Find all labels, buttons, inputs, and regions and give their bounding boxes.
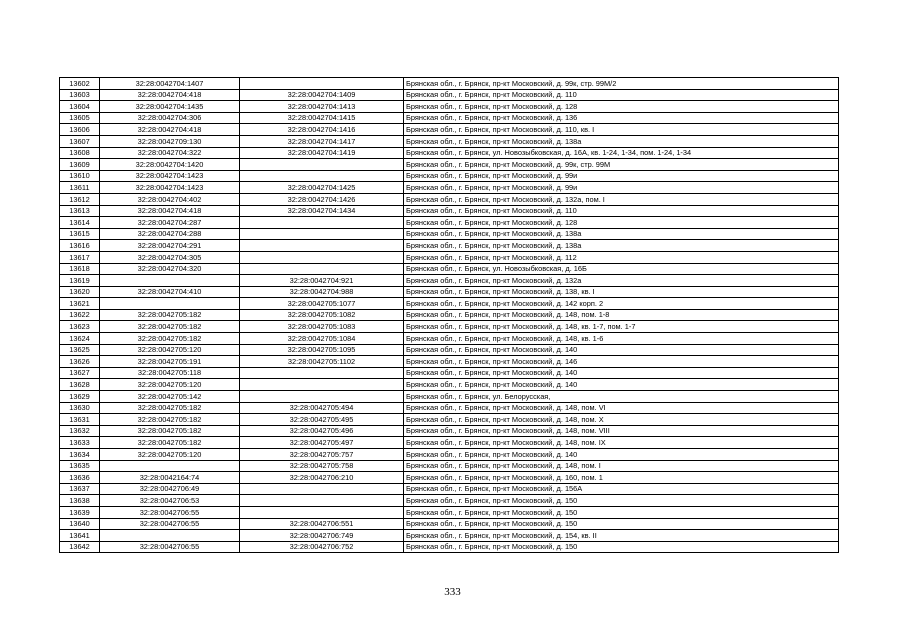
table-row <box>60 379 839 391</box>
table-row <box>60 483 839 495</box>
address-cell: Брянская обл., г. Брянск, пр-кт Московский, д. 160, пом. 1 <box>404 472 839 484</box>
table-row <box>60 333 839 345</box>
table-row <box>60 275 839 287</box>
object-cadastral-number-cell <box>240 367 404 379</box>
row-number-cell: 13605 <box>60 112 100 124</box>
address-cell: Брянская обл., г. Брянск, пр-кт Московский, д. 140 <box>404 449 839 461</box>
address-cell: Брянская обл., г. Брянск, пр-кт Московский, д. 110, кв. I <box>404 124 839 136</box>
land-cadastral-number-cell: 32:28:0042705:182 <box>100 321 240 333</box>
table-row <box>60 147 839 159</box>
table-row <box>60 182 839 194</box>
land-cadastral-number-cell: 32:28:0042705:120 <box>100 449 240 461</box>
table-row <box>60 402 839 414</box>
row-number-cell: 13622 <box>60 309 100 321</box>
table-row <box>60 193 839 205</box>
object-cadastral-number-cell <box>240 240 404 252</box>
row-number-cell: 13642 <box>60 541 100 553</box>
object-cadastral-number-cell: 32:28:0042705:496 <box>240 425 404 437</box>
object-cadastral-number-cell <box>240 391 404 403</box>
address-cell: Брянская обл., г. Брянск, пр-кт Московский, д. 140 <box>404 367 839 379</box>
table-row <box>60 263 839 275</box>
address-cell: Брянская обл., г. Брянск, пр-кт Московский, д. 99к, стр. 99М/2 <box>404 78 839 90</box>
table-row <box>60 112 839 124</box>
land-cadastral-number-cell: 32:28:0042705:120 <box>100 344 240 356</box>
land-cadastral-number-cell: 32:28:0042706:49 <box>100 483 240 495</box>
object-cadastral-number-cell <box>240 217 404 229</box>
row-number-cell: 13626 <box>60 356 100 368</box>
table-row <box>60 437 839 449</box>
address-cell: Брянская обл., г. Брянск, пр-кт Московский, д. 138а <box>404 135 839 147</box>
table-row <box>60 217 839 229</box>
table-row <box>60 460 839 472</box>
object-cadastral-number-cell: 32:28:0042705:757 <box>240 449 404 461</box>
address-cell: Брянская обл., г. Брянск, пр-кт Московский, д. 148, пом. VI <box>404 402 839 414</box>
row-number-cell: 13627 <box>60 367 100 379</box>
table-row <box>60 356 839 368</box>
address-cell: Брянская обл., г. Брянск, пр-кт Московский, д. 132а <box>404 275 839 287</box>
table-row <box>60 101 839 113</box>
land-cadastral-number-cell: 32:28:0042704:1423 <box>100 182 240 194</box>
object-cadastral-number-cell <box>240 251 404 263</box>
table-row <box>60 240 839 252</box>
row-number-cell: 13625 <box>60 344 100 356</box>
address-cell: Брянская обл., г. Брянск, пр-кт Московский, д. 99и <box>404 170 839 182</box>
row-number-cell: 13631 <box>60 414 100 426</box>
address-cell: Брянская обл., г. Брянск, пр-кт Московский, д. 148, кв. 1-6 <box>404 333 839 345</box>
address-cell: Брянская обл., г. Брянск, ул. Белорусская, <box>404 391 839 403</box>
table-row <box>60 506 839 518</box>
row-number-cell: 13641 <box>60 530 100 542</box>
table-row <box>60 170 839 182</box>
row-number-cell: 13620 <box>60 286 100 298</box>
row-number-cell: 13621 <box>60 298 100 310</box>
row-number-cell: 13608 <box>60 147 100 159</box>
row-number-cell: 13624 <box>60 333 100 345</box>
table-row <box>60 530 839 542</box>
table-row <box>60 518 839 530</box>
table-row <box>60 449 839 461</box>
address-cell: Брянская обл., г. Брянск, пр-кт Московский, д. 138а <box>404 240 839 252</box>
table-row <box>60 367 839 379</box>
row-number-cell: 13618 <box>60 263 100 275</box>
object-cadastral-number-cell: 32:28:0042705:1084 <box>240 333 404 345</box>
table-row <box>60 251 839 263</box>
object-cadastral-number-cell: 32:28:0042706:752 <box>240 541 404 553</box>
row-number-cell: 13619 <box>60 275 100 287</box>
row-number-cell: 13606 <box>60 124 100 136</box>
land-cadastral-number-cell: 32:28:0042704:1423 <box>100 170 240 182</box>
land-cadastral-number-cell: 32:28:0042164:74 <box>100 472 240 484</box>
table-row <box>60 286 839 298</box>
address-cell: Брянская обл., г. Брянск, пр-кт Московский, д. 150 <box>404 518 839 530</box>
row-number-cell: 13616 <box>60 240 100 252</box>
land-cadastral-number-cell: 32:28:0042705:182 <box>100 414 240 426</box>
object-cadastral-number-cell: 32:28:0042704:1409 <box>240 89 404 101</box>
row-number-cell: 13632 <box>60 425 100 437</box>
land-cadastral-number-cell: 32:28:0042704:1420 <box>100 159 240 171</box>
table-row <box>60 472 839 484</box>
row-number-cell: 13637 <box>60 483 100 495</box>
table-row <box>60 414 839 426</box>
land-cadastral-number-cell <box>100 275 240 287</box>
row-number-cell: 13612 <box>60 193 100 205</box>
object-cadastral-number-cell: 32:28:0042704:988 <box>240 286 404 298</box>
address-cell: Брянская обл., г. Брянск, пр-кт Московский, д. 112 <box>404 251 839 263</box>
land-cadastral-number-cell: 32:28:0042704:306 <box>100 112 240 124</box>
land-cadastral-number-cell: 32:28:0042705:182 <box>100 309 240 321</box>
land-cadastral-number-cell: 32:28:0042704:410 <box>100 286 240 298</box>
address-cell: Брянская обл., г. Брянск, пр-кт Московский, д. 150 <box>404 506 839 518</box>
address-cell: Брянская обл., г. Брянск, пр-кт Московский, д. 142 корп. 2 <box>404 298 839 310</box>
table-row <box>60 425 839 437</box>
land-cadastral-number-cell: 32:28:0042705:118 <box>100 367 240 379</box>
row-number-cell: 13640 <box>60 518 100 530</box>
land-cadastral-number-cell: 32:28:0042704:288 <box>100 228 240 240</box>
object-cadastral-number-cell: 32:28:0042705:1082 <box>240 309 404 321</box>
object-cadastral-number-cell <box>240 228 404 240</box>
land-cadastral-number-cell: 32:28:0042705:182 <box>100 437 240 449</box>
land-cadastral-number-cell: 32:28:0042704:287 <box>100 217 240 229</box>
address-cell: Брянская обл., г. Брянск, пр-кт Московский, д. 148, пом. IX <box>404 437 839 449</box>
land-cadastral-number-cell: 32:28:0042709:130 <box>100 135 240 147</box>
table-row <box>60 391 839 403</box>
object-cadastral-number-cell <box>240 379 404 391</box>
land-cadastral-number-cell: 32:28:0042704:1435 <box>100 101 240 113</box>
address-cell: Брянская обл., г. Брянск, пр-кт Московский, д. 132а, пом. I <box>404 193 839 205</box>
page-number: 333 <box>444 586 461 598</box>
object-cadastral-number-cell: 32:28:0042705:1083 <box>240 321 404 333</box>
address-cell: Брянская обл., г. Брянск, пр-кт Московский, д. 140 <box>404 344 839 356</box>
land-cadastral-number-cell <box>100 530 240 542</box>
object-cadastral-number-cell: 32:28:0042705:497 <box>240 437 404 449</box>
object-cadastral-number-cell: 32:28:0042706:551 <box>240 518 404 530</box>
table-row <box>60 321 839 333</box>
address-cell: Брянская обл., г. Брянск, пр-кт Московский, д. 148, пом. I <box>404 460 839 472</box>
table-row <box>60 89 839 101</box>
address-cell: Брянская обл., г. Брянск, пр-кт Московский, д. 148, пом. VIII <box>404 425 839 437</box>
object-cadastral-number-cell <box>240 495 404 507</box>
registry-table <box>59 77 839 553</box>
address-cell: Брянская обл., г. Брянск, ул. Новозыбковская, д. 16Б <box>404 263 839 275</box>
land-cadastral-number-cell: 32:28:0042704:291 <box>100 240 240 252</box>
row-number-cell: 13635 <box>60 460 100 472</box>
land-cadastral-number-cell: 32:28:0042704:322 <box>100 147 240 159</box>
table-row <box>60 541 839 553</box>
land-cadastral-number-cell: 32:28:0042705:191 <box>100 356 240 368</box>
row-number-cell: 13609 <box>60 159 100 171</box>
land-cadastral-number-cell <box>100 298 240 310</box>
address-cell: Брянская обл., г. Брянск, пр-кт Московский, д. 138, кв. I <box>404 286 839 298</box>
row-number-cell: 13603 <box>60 89 100 101</box>
address-cell: Брянская обл., г. Брянск, пр-кт Московский, д. 156А <box>404 483 839 495</box>
land-cadastral-number-cell: 32:28:0042705:182 <box>100 333 240 345</box>
object-cadastral-number-cell: 32:28:0042704:1413 <box>240 101 404 113</box>
object-cadastral-number-cell: 32:28:0042705:1102 <box>240 356 404 368</box>
row-number-cell: 13639 <box>60 506 100 518</box>
address-cell: Брянская обл., г. Брянск, пр-кт Московский, д. 128 <box>404 217 839 229</box>
row-number-cell: 13628 <box>60 379 100 391</box>
object-cadastral-number-cell: 32:28:0042704:1425 <box>240 182 404 194</box>
address-cell: Брянская обл., г. Брянск, пр-кт Московский, д. 136 <box>404 112 839 124</box>
table-row <box>60 159 839 171</box>
table-row <box>60 124 839 136</box>
row-number-cell: 13633 <box>60 437 100 449</box>
row-number-cell: 13636 <box>60 472 100 484</box>
row-number-cell: 13615 <box>60 228 100 240</box>
object-cadastral-number-cell: 32:28:0042704:1416 <box>240 124 404 136</box>
row-number-cell: 13629 <box>60 391 100 403</box>
object-cadastral-number-cell: 32:28:0042705:1095 <box>240 344 404 356</box>
object-cadastral-number-cell: 32:28:0042704:1434 <box>240 205 404 217</box>
land-cadastral-number-cell: 32:28:0042706:53 <box>100 495 240 507</box>
table-row <box>60 135 839 147</box>
land-cadastral-number-cell: 32:28:0042704:1407 <box>100 78 240 90</box>
address-cell: Брянская обл., г. Брянск, пр-кт Московский, д. 99к, стр. 99М <box>404 159 839 171</box>
object-cadastral-number-cell <box>240 506 404 518</box>
object-cadastral-number-cell <box>240 78 404 90</box>
land-cadastral-number-cell: 32:28:0042705:120 <box>100 379 240 391</box>
object-cadastral-number-cell: 32:28:0042704:1415 <box>240 112 404 124</box>
land-cadastral-number-cell: 32:28:0042705:142 <box>100 391 240 403</box>
row-number-cell: 13634 <box>60 449 100 461</box>
table-row <box>60 228 839 240</box>
land-cadastral-number-cell: 32:28:0042704:305 <box>100 251 240 263</box>
address-cell: Брянская обл., г. Брянск, пр-кт Московский, д. 110 <box>404 205 839 217</box>
land-cadastral-number-cell: 32:28:0042706:55 <box>100 506 240 518</box>
object-cadastral-number-cell <box>240 483 404 495</box>
table-row <box>60 78 839 90</box>
table-row <box>60 495 839 507</box>
object-cadastral-number-cell: 32:28:0042706:210 <box>240 472 404 484</box>
object-cadastral-number-cell <box>240 263 404 275</box>
object-cadastral-number-cell: 32:28:0042706:749 <box>240 530 404 542</box>
address-cell: Брянская обл., г. Брянск, пр-кт Московский, д. 154, кв. II <box>404 530 839 542</box>
land-cadastral-number-cell: 32:28:0042704:418 <box>100 205 240 217</box>
address-cell: Брянская обл., г. Брянск, пр-кт Московский, д. 148, пом. 1-8 <box>404 309 839 321</box>
object-cadastral-number-cell: 32:28:0042705:758 <box>240 460 404 472</box>
land-cadastral-number-cell: 32:28:0042705:182 <box>100 402 240 414</box>
land-cadastral-number-cell: 32:28:0042704:320 <box>100 263 240 275</box>
address-cell: Брянская обл., г. Брянск, пр-кт Московский, д. 150 <box>404 495 839 507</box>
address-cell: Брянская обл., г. Брянск, пр-кт Московский, д. 140 <box>404 379 839 391</box>
object-cadastral-number-cell: 32:28:0042704:921 <box>240 275 404 287</box>
address-cell: Брянская обл., г. Брянск, пр-кт Московский, д. 128 <box>404 101 839 113</box>
address-cell: Брянская обл., г. Брянск, пр-кт Московский, д. 110 <box>404 89 839 101</box>
registry-table-body <box>60 78 839 553</box>
row-number-cell: 13611 <box>60 182 100 194</box>
table-row <box>60 309 839 321</box>
row-number-cell: 13614 <box>60 217 100 229</box>
row-number-cell: 13613 <box>60 205 100 217</box>
row-number-cell: 13630 <box>60 402 100 414</box>
land-cadastral-number-cell: 32:28:0042704:402 <box>100 193 240 205</box>
address-cell: Брянская обл., г. Брянск, пр-кт Московский, д. 146 <box>404 356 839 368</box>
object-cadastral-number-cell: 32:28:0042705:495 <box>240 414 404 426</box>
land-cadastral-number-cell: 32:28:0042705:182 <box>100 425 240 437</box>
row-number-cell: 13617 <box>60 251 100 263</box>
row-number-cell: 13607 <box>60 135 100 147</box>
address-cell: Брянская обл., г. Брянск, ул. Новозыбковская, д. 16А, кв. 1-24, 1-34, пом. 1-24, 1-34 <box>404 147 839 159</box>
address-cell: Брянская обл., г. Брянск, пр-кт Московский, д. 148, кв. 1-7, пом. 1-7 <box>404 321 839 333</box>
table-row <box>60 298 839 310</box>
table-row <box>60 205 839 217</box>
land-cadastral-number-cell: 32:28:0042706:55 <box>100 518 240 530</box>
object-cadastral-number-cell <box>240 170 404 182</box>
row-number-cell: 13604 <box>60 101 100 113</box>
land-cadastral-number-cell: 32:28:0042706:55 <box>100 541 240 553</box>
object-cadastral-number-cell: 32:28:0042704:1426 <box>240 193 404 205</box>
object-cadastral-number-cell: 32:28:0042704:1417 <box>240 135 404 147</box>
address-cell: Брянская обл., г. Брянск, пр-кт Московский, д. 148, пом. X <box>404 414 839 426</box>
row-number-cell: 13623 <box>60 321 100 333</box>
land-cadastral-number-cell: 32:28:0042704:418 <box>100 124 240 136</box>
object-cadastral-number-cell: 32:28:0042705:1077 <box>240 298 404 310</box>
address-cell: Брянская обл., г. Брянск, пр-кт Московский, д. 150 <box>404 541 839 553</box>
land-cadastral-number-cell: 32:28:0042704:418 <box>100 89 240 101</box>
address-cell: Брянская обл., г. Брянск, пр-кт Московский, д. 138а <box>404 228 839 240</box>
table-row <box>60 344 839 356</box>
land-cadastral-number-cell <box>100 460 240 472</box>
object-cadastral-number-cell <box>240 159 404 171</box>
row-number-cell: 13610 <box>60 170 100 182</box>
object-cadastral-number-cell: 32:28:0042704:1419 <box>240 147 404 159</box>
address-cell: Брянская обл., г. Брянск, пр-кт Московский, д. 99и <box>404 182 839 194</box>
object-cadastral-number-cell: 32:28:0042705:494 <box>240 402 404 414</box>
row-number-cell: 13602 <box>60 78 100 90</box>
row-number-cell: 13638 <box>60 495 100 507</box>
